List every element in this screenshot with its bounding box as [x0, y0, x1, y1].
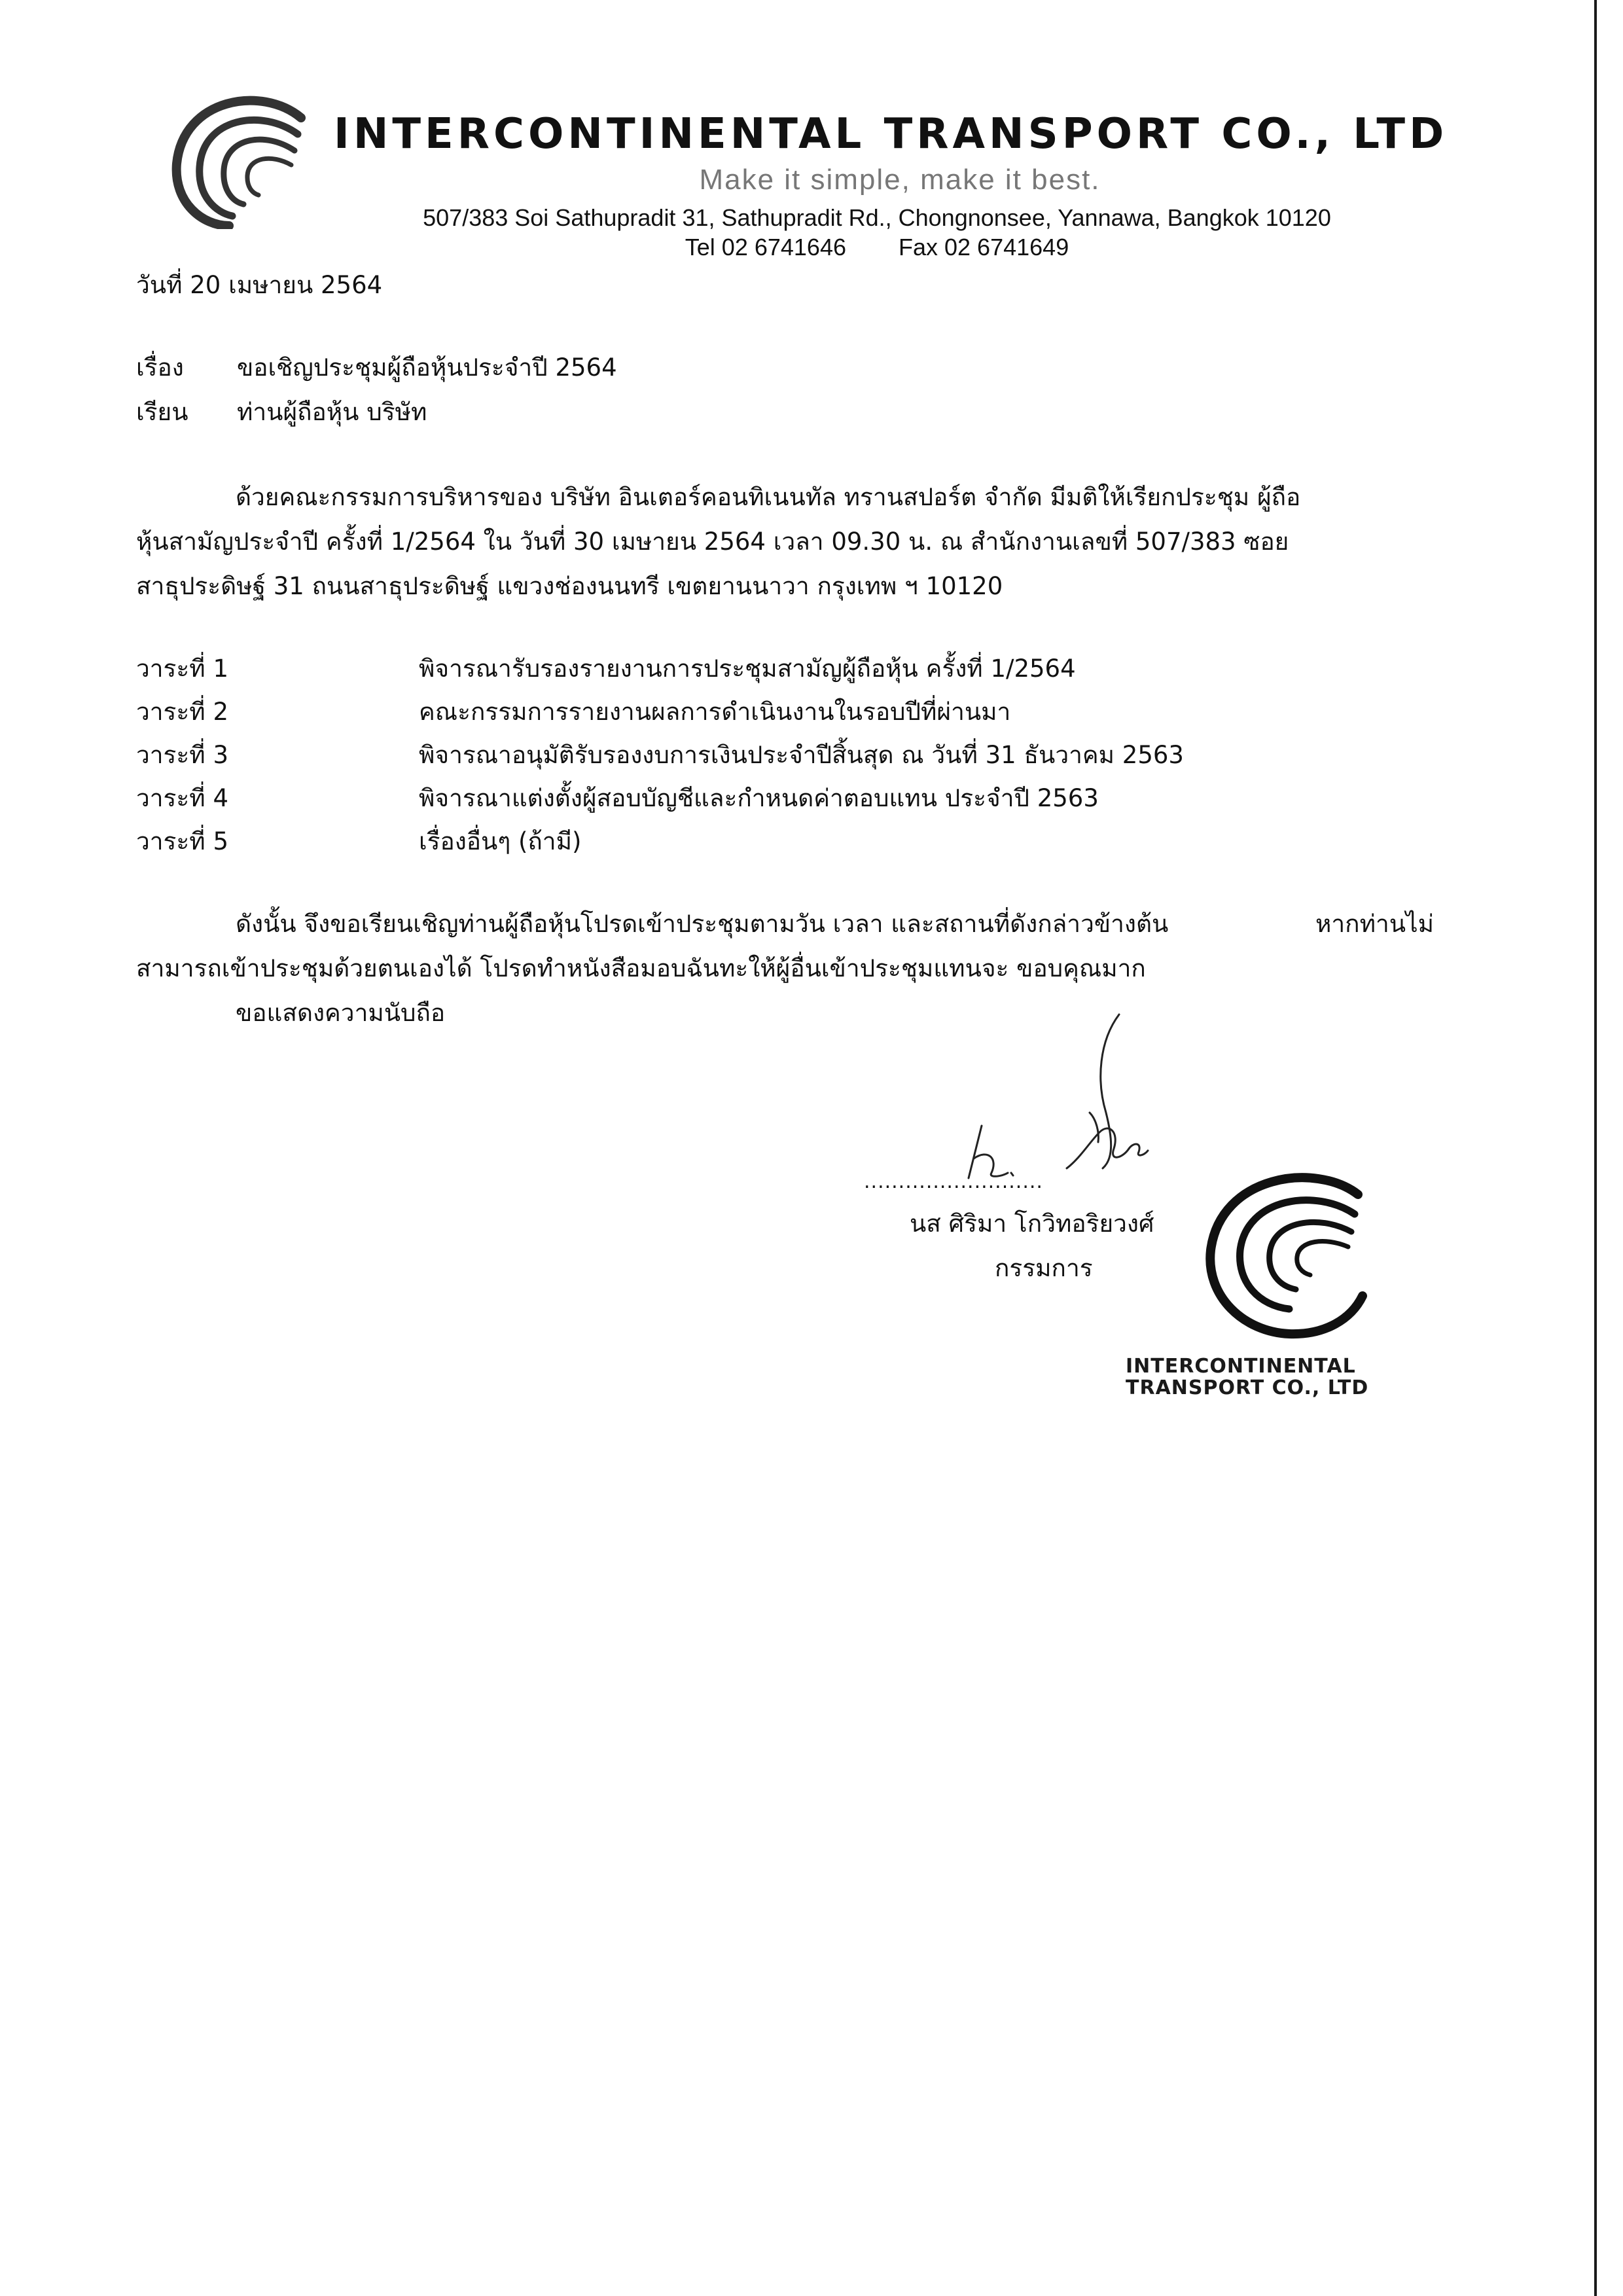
handwritten-signature — [942, 1001, 1217, 1198]
company-logo — [164, 92, 321, 229]
telephone: Tel 02 6741646 — [685, 234, 846, 260]
seal-text — [1126, 1355, 1453, 1399]
agenda-text: พิจารณาอนุมัติรับรองงบการเงินประจำปีสิ้นสุด ณ วันที่ 31 ธันวาคม 2563 — [419, 741, 1184, 769]
body-paragraph-2-line: สามารถเข้าประชุมด้วยตนเองได้ โปรดทำหนังสือมอบฉันทะให้ผู้อื่นเข้าประชุมแทนจะ ขอบคุณมาก — [136, 954, 1146, 982]
agenda-text: เรื่องอื่นๆ (ถ้ามี) — [419, 827, 582, 855]
subject-text: ขอเชิญประชุมผู้ถือหุ้นประจำปี 2564 — [237, 353, 617, 382]
agenda-text: พิจารณารับรองรายงานการประชุมสามัญผู้ถือหุ้น ครั้งที่ 1/2564 — [419, 655, 1076, 683]
body-paragraph-1-line: หุ้นสามัญประจำปี ครั้งที่ 1/2564 ใน วันที่ 30 เมษายน 2564 เวลา 09.30 น. ณ สำนักงานเลขที่ 507/383 ซอย — [136, 528, 1289, 556]
company-contact — [380, 234, 1374, 261]
agenda-label: วาระที่ 2 — [136, 698, 228, 726]
signer-name: นส ศิริมา โกวิทอริยวงศ์ — [910, 1210, 1154, 1238]
closing-phrase: ขอแสดงความนับถือ — [236, 999, 446, 1027]
fax: Fax 02 6741649 — [899, 234, 1069, 260]
seal-text-line-2: TRANSPORT CO., LTD — [1126, 1376, 1369, 1399]
body-paragraph-2-line: ดังนั้น จึงขอเรียนเชิญท่านผู้ถือหุ้นโปรดเข้าประชุมตามวัน เวลา และสถานที่ดังกล่าวข้างต้น — [236, 910, 1169, 938]
recipient-text: ท่านผู้ถือหุ้น บริษัท — [237, 398, 427, 426]
agenda-text: คณะกรรมการรายงานผลการดำเนินงานในรอบปีที่ผ่านมา — [419, 698, 1011, 726]
agenda-label: วาระที่ 1 — [136, 655, 228, 683]
company-seal — [1191, 1165, 1387, 1342]
subject-label: เรื่อง — [136, 353, 184, 382]
signer-title: กรรมการ — [995, 1254, 1093, 1282]
agenda-label: วาระที่ 5 — [136, 827, 228, 855]
page-edge-rule — [1594, 0, 1597, 2296]
company-slogan: Make it simple, make it best. — [699, 164, 1101, 196]
agenda-text: พิจารณาแต่งตั้งผู้สอบบัญชีและกำหนดค่าตอบแทน ประจำปี 2563 — [419, 784, 1099, 812]
signature-line: .......................... — [864, 1170, 1043, 1193]
agenda-label: วาระที่ 3 — [136, 741, 228, 769]
letter-date: วันที่ 20 เมษายน 2564 — [136, 271, 383, 299]
company-name: INTERCONTINENTAL TRANSPORT CO., LTD — [334, 110, 1448, 158]
body-paragraph-1-line: ด้วยคณะกรรมการบริหารของ บริษัท อินเตอร์คอนทิเนนทัล ทรานสปอร์ต จำกัด มีมติให้เรียกประชุม ผู้ถือ — [236, 483, 1301, 511]
recipient-label: เรียน — [136, 398, 188, 426]
agenda-label: วาระที่ 4 — [136, 784, 228, 812]
company-address: 507/383 Soi Sathupradit 31, Sathupradit Rd., Chongnonsee, Yannawa, Bangkok 10120 — [423, 204, 1331, 231]
body-paragraph-2-line-end: หากท่านไม่ — [1315, 910, 1435, 938]
seal-text-line-1: INTERCONTINENTAL — [1126, 1355, 1356, 1378]
body-paragraph-1-line: สาธุประดิษฐ์ 31 ถนนสาธุประดิษฐ์ แขวงช่องนนทรี เขตยานนาวา กรุงเทพ ฯ 10120 — [136, 572, 1003, 600]
